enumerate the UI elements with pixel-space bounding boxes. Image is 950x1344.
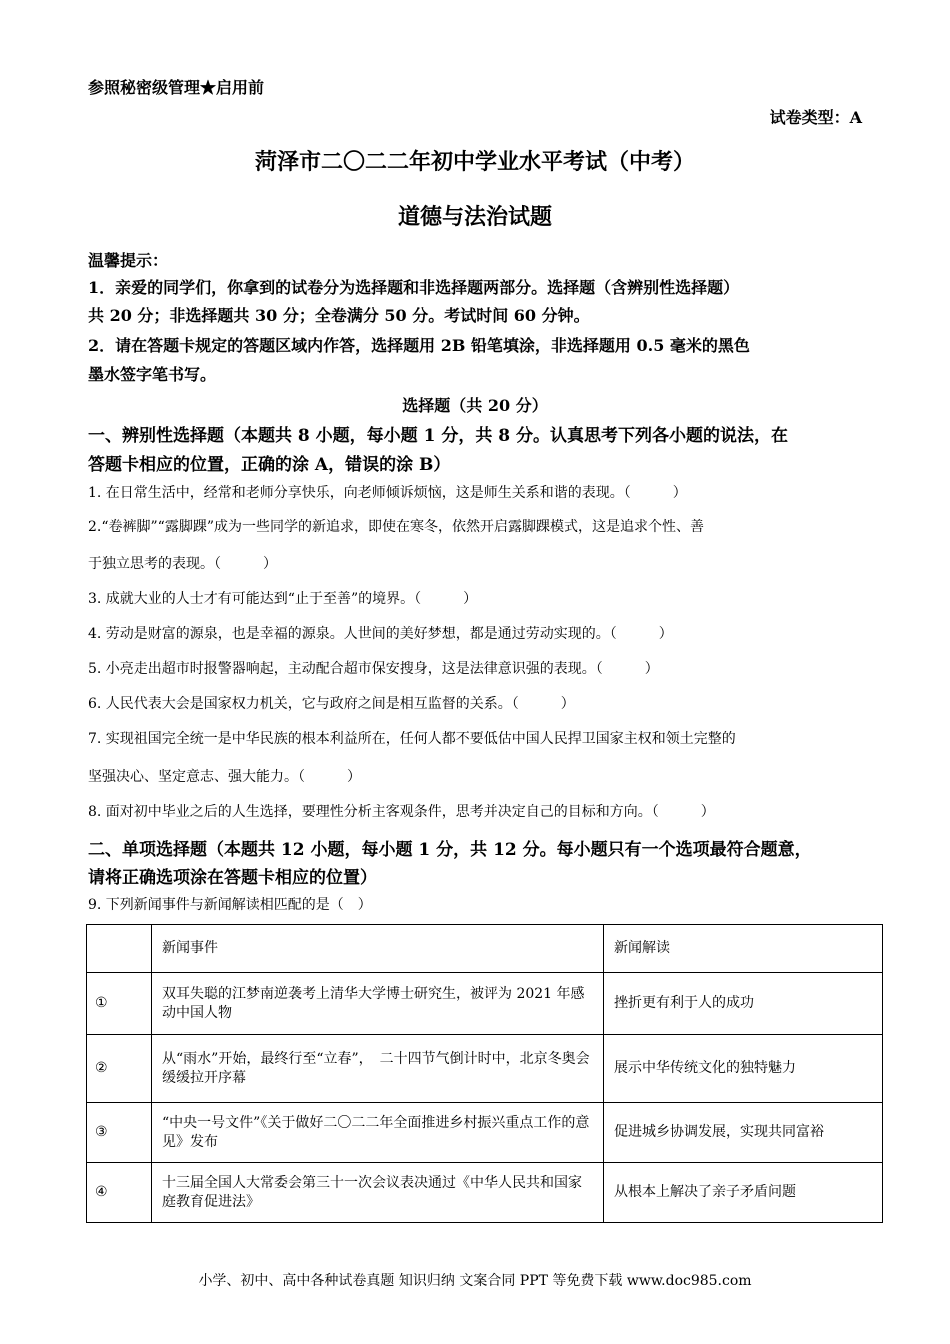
- row-number: ①: [87, 973, 152, 1035]
- news-table: [86, 924, 883, 1223]
- news-reading: 从根本上解决了亲子矛盾问题: [604, 1163, 883, 1223]
- part2-heading: 二、单项选择题（本题共 12 小题，每小题 1 分，共 12 分。每小题只有一个选项最符合题意，: [88, 840, 812, 860]
- question-item: 6. 人民代表大会是国家权力机关，它与政府之间是相互监督的关系。（ ）: [88, 696, 575, 712]
- subject-title: 道德与法治试题: [397, 204, 552, 230]
- table-row: [87, 973, 883, 1035]
- table-row: [87, 1103, 883, 1163]
- part1-heading: 一、辨别性选择题（本题共 8 小题，每小题 1 分，共 8 分。认真思考下列各小题的说法，在: [88, 426, 788, 446]
- question-item: 4. 劳动是财富的源泉，也是幸福的源泉。人世间的美好梦想，都是通过劳动实现的。（ ）: [88, 626, 673, 642]
- row-number: ③: [87, 1103, 152, 1163]
- question-item: 1. 在日常生活中，经常和老师分享快乐，向老师倾诉烦恼，这是师生关系和谐的表现。（ ）: [88, 485, 687, 501]
- part1-heading: 答题卡相应的位置，正确的涂 A，错误的涂 B）: [88, 455, 451, 475]
- news-event: 双耳失聪的江梦南逆袭考上清华大学博士研究生，被评为 2021 年感动中国人物: [152, 973, 604, 1035]
- exam-title: 菏泽市二〇二二年初中学业水平考试（中考）: [254, 149, 695, 175]
- news-event: 从“雨水”开始，最终行至“立春”， 二十四节气倒计时中，北京冬奥会缓缓拉开序幕: [152, 1035, 604, 1103]
- table-row: [87, 1035, 883, 1103]
- news-event: 十三届全国人大常委会第三十一次会议表决通过《中华人民共和国家庭教育促进法》: [152, 1163, 604, 1223]
- part2-heading: 请将正确选项涂在答题卡相应的位置）: [88, 868, 377, 888]
- tips-line: 2．请在答题卡规定的答题区域内作答，选择题用 2B 铅笔填涂，非选择题用 0.5 毫米的黑色: [88, 336, 750, 355]
- choice-section-heading: 选择题（共 20 分）: [402, 396, 548, 415]
- question-item: 5. 小亮走出超市时报警器响起，主动配合超市保安搜身，这是法律意识强的表现。（ ）: [88, 661, 659, 677]
- news-reading: 挫折更有利于人的成功: [604, 973, 883, 1035]
- news-reading: 展示中华传统文化的独特魅力: [604, 1035, 883, 1103]
- question-item: 2.“卷裤脚”“露脚踝”成为一些同学的新追求，即使在寒冬，依然开启露脚踝模式，这是追求个性、善: [88, 519, 704, 535]
- question-item: 7. 实现祖国完全统一是中华民族的根本利益所在，任何人都不要低估中国人民捍卫国家主权和领土完整的: [88, 731, 736, 747]
- row-number: ②: [87, 1035, 152, 1103]
- table-header-cell: 新闻事件: [152, 925, 604, 973]
- footer-text: 小学、初中、高中各种试卷真题 知识归纳 文案合同 PPT 等免费下载 www.doc985.com: [198, 1273, 752, 1289]
- question-item: 3. 成就大业的人士才有可能达到“止于至善”的境界。（ ）: [88, 591, 478, 607]
- table-row: [87, 1163, 883, 1223]
- secrecy-label: 参照秘密级管理★启用前: [88, 78, 265, 97]
- question-item: 于独立思考的表现。（ ）: [88, 556, 277, 572]
- tips-heading: 温馨提示：: [88, 251, 169, 270]
- tips-line: 1．亲爱的同学们，你拿到的试卷分为选择题和非选择题两部分。选择题（含辨别性选择题）: [88, 278, 740, 297]
- news-event: “中央一号文件”《关于做好二〇二二年全面推进乡村振兴重点工作的意见》发布: [152, 1103, 604, 1163]
- row-number: ④: [87, 1163, 152, 1223]
- table-header-row: [87, 925, 883, 973]
- question-item: 坚强决心、坚定意志、强大能力。（ ）: [88, 769, 361, 785]
- paper-type: 试卷类型：A: [769, 108, 862, 127]
- question-9: 9. 下列新闻事件与新闻解读相匹配的是（ ）: [88, 897, 372, 913]
- question-item: 8. 面对初中毕业之后的人生选择，要理性分析主客观条件，思考并决定自己的目标和方向。（ ）: [88, 804, 715, 820]
- tips-line: 墨水签字笔书写。: [88, 365, 217, 384]
- table-header-cell: 新闻解读: [604, 925, 883, 973]
- tips-line: 共 20 分；非选择题共 30 分；全卷满分 50 分。考试时间 60 分钟。: [88, 306, 590, 325]
- table-header-cell: [87, 925, 152, 973]
- news-reading: 促进城乡协调发展，实现共同富裕: [604, 1103, 883, 1163]
